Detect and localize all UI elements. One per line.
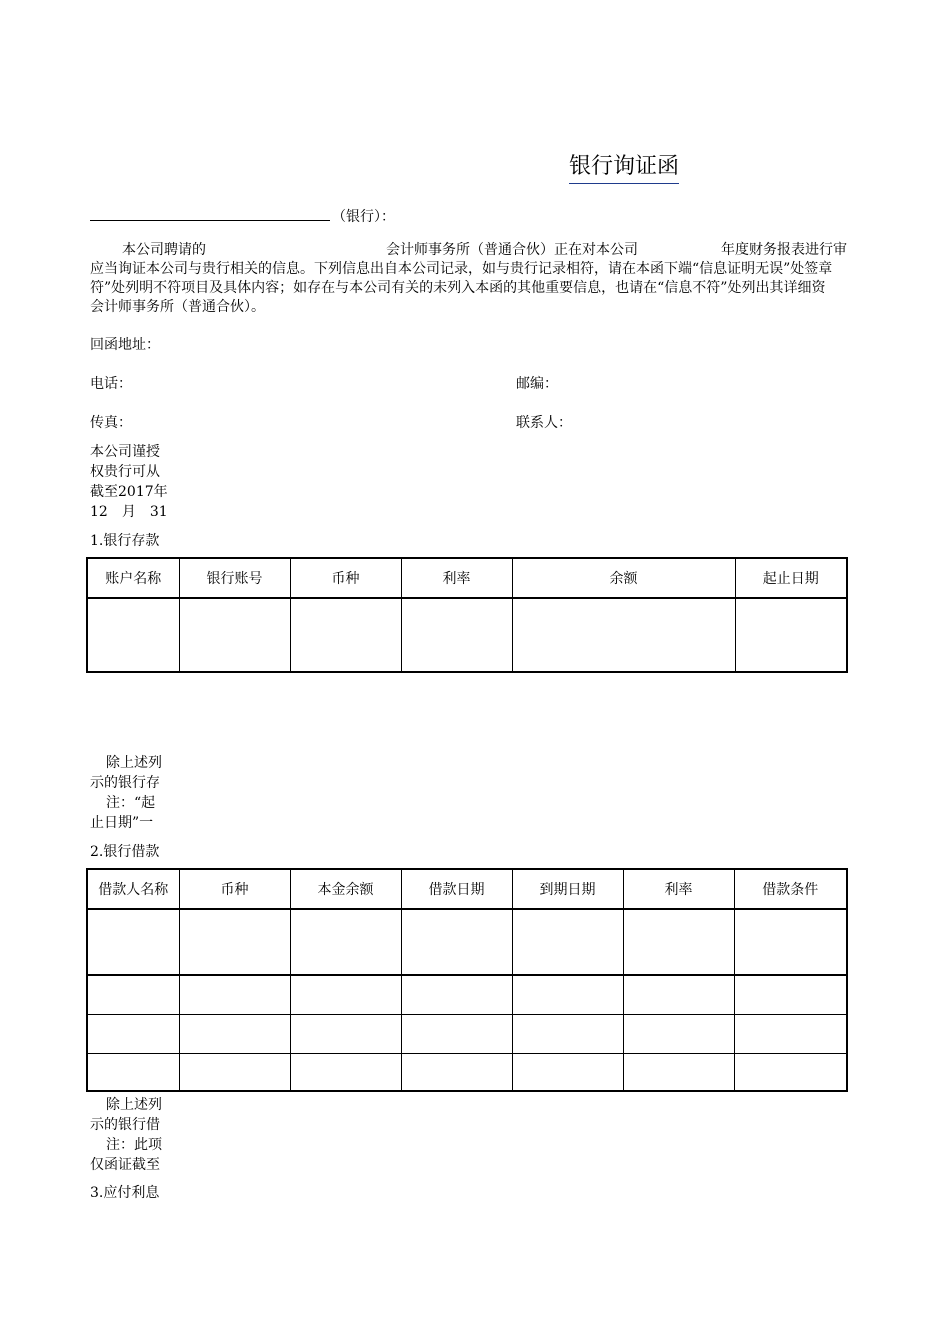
table-cell <box>734 975 847 1014</box>
intro-line2: 应当询证本公司与贵行相关的信息。下列信息出自本公司记录，如与贵行记录相符，请在本函下端“信息证明无误”处签章 <box>90 261 833 277</box>
table-header-row <box>87 558 847 598</box>
table-cell <box>512 975 623 1014</box>
intro-line1-a: 本公司聘请的 <box>122 242 206 258</box>
column-header: 借款人名称 <box>87 869 179 909</box>
authorization-line-1: 本公司谨授 <box>90 444 160 460</box>
section3-heading: 3.应付利息 <box>90 1185 160 1201</box>
section1-heading: 1.银行存款 <box>90 533 160 549</box>
table-row <box>87 598 847 672</box>
intro-line1-c: 年度财务报表进行审 <box>721 242 847 258</box>
table-cell <box>623 1014 734 1053</box>
table-cell <box>401 598 512 672</box>
fax-label: 传真： <box>90 415 132 431</box>
table-cell <box>290 1053 401 1091</box>
table-cell <box>512 598 735 672</box>
table-cell <box>87 975 179 1014</box>
intro-line1-b: 会计师事务所（普通合伙）正在对本公司 <box>386 242 638 258</box>
bank-name-blank <box>90 220 330 221</box>
section2-note-4: 仅函证截至 <box>90 1157 160 1173</box>
table-cell <box>623 909 734 975</box>
intro-line3: 符”处列明不符项目及具体内容；如存在与本公司有关的未列入本函的其他重要信息，也请在“信息不符”处列出其详细资 <box>90 280 826 296</box>
section1-note-2: 示的银行存 <box>90 775 160 791</box>
table-header-row <box>87 869 847 909</box>
table-cell <box>512 909 623 975</box>
bank-loan-table <box>86 868 848 1092</box>
authorization-line-3: 截至2017年 <box>90 484 168 500</box>
column-header: 借款日期 <box>401 869 512 909</box>
table-cell <box>734 1053 847 1091</box>
table-cell <box>734 1014 847 1053</box>
table-cell <box>87 1014 179 1053</box>
table-cell <box>401 975 512 1014</box>
table-cell <box>623 975 734 1014</box>
column-header: 币种 <box>179 869 290 909</box>
table-cell <box>179 909 290 975</box>
column-header: 利率 <box>401 558 512 598</box>
section2-note-2: 示的银行借 <box>90 1117 160 1133</box>
column-header: 银行账号 <box>179 558 290 598</box>
column-header: 币种 <box>290 558 401 598</box>
table-cell <box>87 598 179 672</box>
table-cell <box>87 909 179 975</box>
table-cell <box>290 598 401 672</box>
table-row <box>87 909 847 975</box>
table-cell <box>734 909 847 975</box>
table-cell <box>290 975 401 1014</box>
table-cell <box>401 1014 512 1053</box>
table-cell <box>401 909 512 975</box>
contact-person-label: 联系人： <box>516 415 572 431</box>
column-header: 余额 <box>512 558 735 598</box>
bank-deposit-table <box>86 557 848 673</box>
table-cell <box>179 1014 290 1053</box>
page-title: 银行询证函 <box>569 152 679 184</box>
table-cell <box>290 909 401 975</box>
table-cell <box>401 1053 512 1091</box>
postcode-label: 邮编： <box>516 376 558 392</box>
section1-note-1: 除上述列 <box>106 755 162 771</box>
table-cell <box>623 1053 734 1091</box>
authorization-line-2: 权贵行可从 <box>90 464 160 480</box>
table-row <box>87 1014 847 1053</box>
column-header: 到期日期 <box>512 869 623 909</box>
table-row <box>87 975 847 1014</box>
section1-note-4: 止日期”一 <box>90 815 154 831</box>
return-address-label: 回函地址： <box>90 337 160 353</box>
table-row <box>87 1053 847 1091</box>
table-cell <box>179 975 290 1014</box>
table-cell <box>179 1053 290 1091</box>
table-cell <box>512 1014 623 1053</box>
addressee-suffix: （银行）： <box>332 209 395 225</box>
section1-note-3: 注：“起 <box>106 795 156 811</box>
section2-note-3: 注：此项 <box>106 1137 162 1153</box>
authorization-line-4: 12 月 31 <box>90 504 168 520</box>
intro-line4: 会计师事务所（普通合伙）。 <box>90 299 265 315</box>
column-header: 借款条件 <box>734 869 847 909</box>
table-cell <box>290 1014 401 1053</box>
column-header: 利率 <box>623 869 734 909</box>
section2-heading: 2.银行借款 <box>90 844 160 860</box>
table-cell <box>735 598 847 672</box>
table-cell <box>512 1053 623 1091</box>
section2-note-1: 除上述列 <box>106 1097 162 1113</box>
column-header: 起止日期 <box>735 558 847 598</box>
column-header: 账户名称 <box>87 558 179 598</box>
column-header: 本金余额 <box>290 869 401 909</box>
table-cell <box>179 598 290 672</box>
phone-label: 电话： <box>90 376 132 392</box>
table-cell <box>87 1053 179 1091</box>
